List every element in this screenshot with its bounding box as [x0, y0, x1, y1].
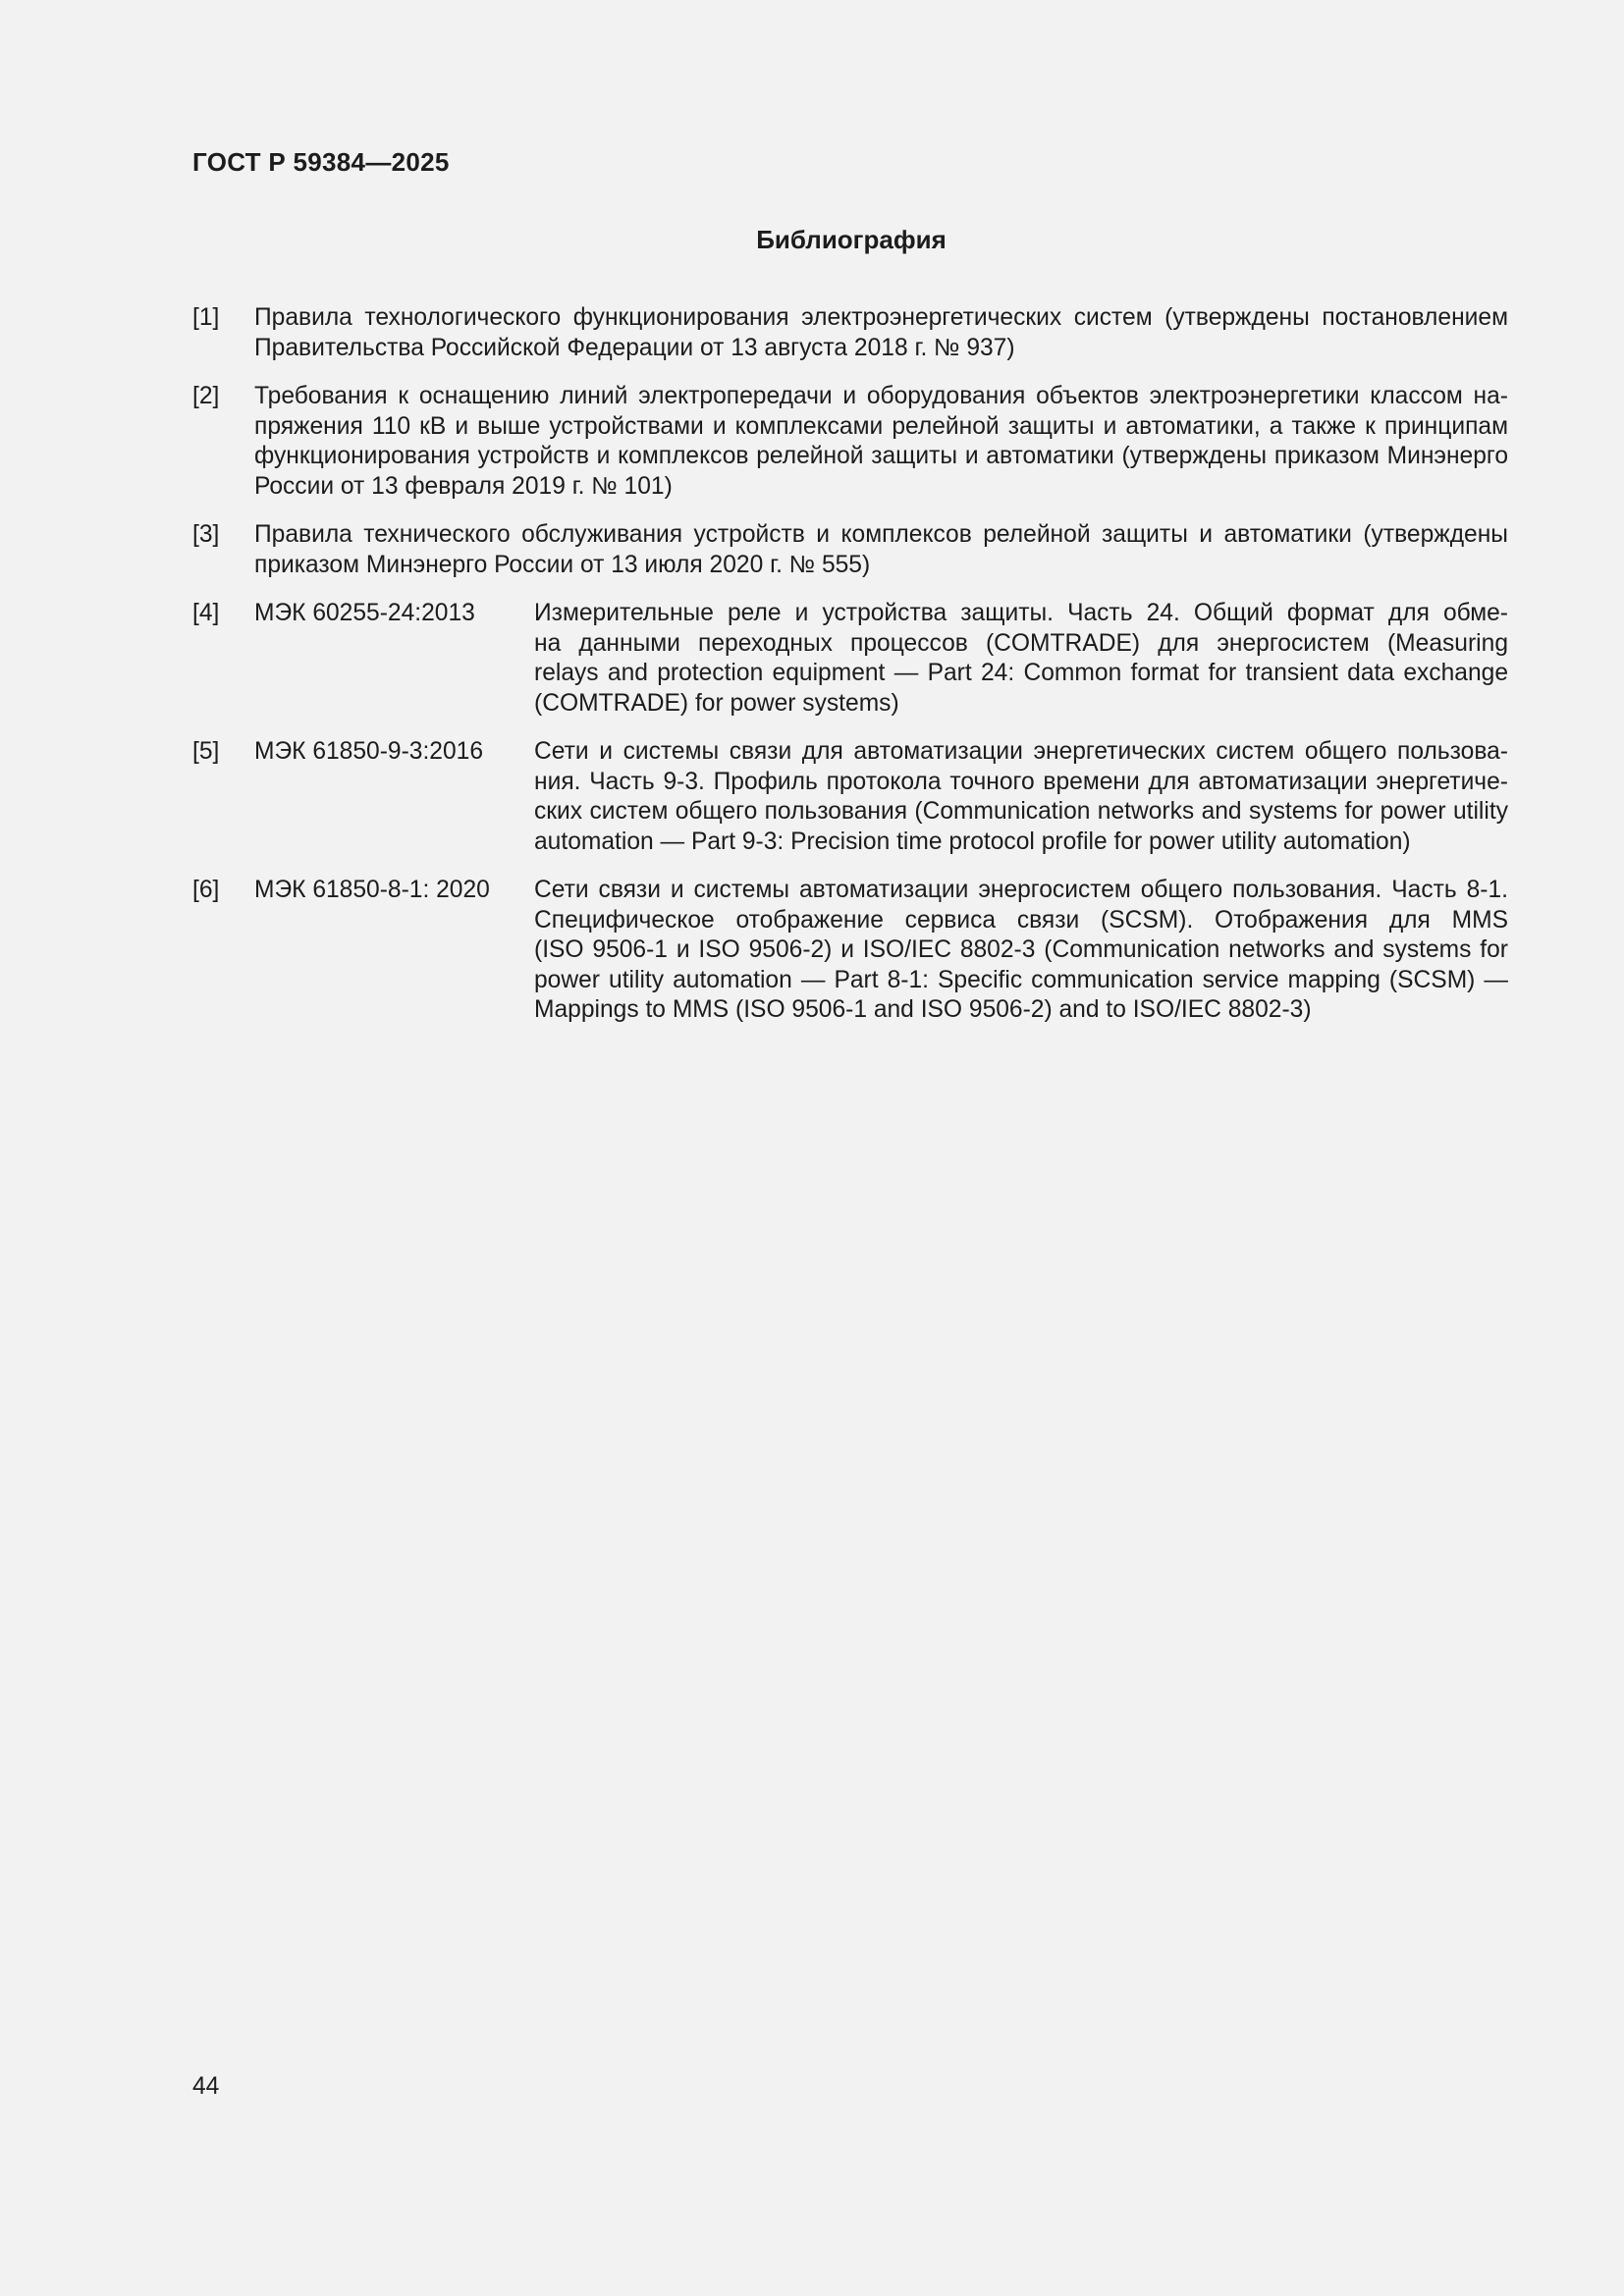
reference-text-line: пряжения 110 кВ и выше устройствами и комплексами релейной защиты и автоматики, а также к принципам	[254, 412, 1508, 440]
section-title: Библиография	[756, 225, 947, 254]
reference-text-line: ских систем общего пользования (Communication networks and systems for power utility	[534, 798, 1508, 825]
reference-text-line: (ISO 9506-1 и ISO 9506-2) и ISO/IEC 8802-3 (Communication networks and systems for	[534, 936, 1508, 963]
reference-item	[192, 737, 1508, 857]
reference-text-line: (COMTRADE) for power systems)	[534, 689, 899, 717]
reference-text-line: функционирования устройств и комплексов релейной защиты и автоматики (утверждены приказом Минэнерго	[254, 443, 1508, 469]
reference-text-line: ния. Часть 9-3. Профиль протокола точного времени для автоматизации энергетиче-	[534, 768, 1508, 795]
reference-text-line: automation — Part 9-3: Precision time protocol profile for power utility automation)	[534, 828, 1411, 855]
reference-number: [2]	[192, 383, 220, 409]
reference-text	[254, 303, 1508, 363]
reference-text-line: Сети связи и системы автоматизации энергосистем общего пользования. Часть 8-1.	[534, 877, 1508, 903]
reference-text	[534, 876, 1508, 1026]
reference-number: [6]	[192, 877, 220, 903]
reference-text-line: Правила технического обслуживания устройств и комплексов релейной защиты и автоматики (утверждены	[254, 521, 1508, 548]
reference-text-line: России от 13 февраля 2019 г. № 101)	[254, 472, 673, 500]
reference-number: [4]	[192, 600, 220, 626]
reference-text-line: приказом Минэнерго России от 13 июля 2020 г. № 555)	[254, 551, 871, 578]
reference-text-line: Mappings to MMS (ISO 9506-1 and ISO 9506-2) and to ISO/IEC 8802-3)	[534, 996, 1312, 1023]
reference-text-line: Правила технологического функционирования электроэнергетических систем (утверждены постановлением	[254, 304, 1508, 331]
reference-item	[192, 599, 1508, 719]
reference-item	[192, 382, 1508, 502]
reference-text-line: Сети и системы связи для автоматизации энергетических систем общего пользова-	[534, 738, 1508, 765]
reference-item	[192, 520, 1508, 580]
reference-number: [3]	[192, 521, 220, 548]
reference-text	[534, 599, 1508, 719]
reference-item	[192, 876, 1508, 1026]
reference-text	[534, 737, 1508, 857]
reference-text-line: Требования к оснащению линий электропередачи и оборудования объектов электроэнергетики классом на-	[254, 383, 1508, 409]
reference-text-line: Измерительные реле и устройства защиты. Часть 24. Общий формат для обме-	[534, 600, 1508, 626]
reference-text-line: Правительства Российской Федерации от 13 августа 2018 г. № 937)	[254, 334, 1015, 361]
document-header: ГОСТ Р 59384—2025	[192, 147, 450, 177]
reference-standard-code: МЭК 61850-8-1: 2020	[254, 877, 490, 903]
reference-standard-code: МЭК 61850-9-3:2016	[254, 738, 483, 765]
reference-number: [5]	[192, 738, 220, 765]
bibliography-list	[192, 303, 1508, 1044]
reference-text	[254, 520, 1508, 580]
page-number: 44	[192, 2073, 220, 2100]
reference-text-line: power utility automation — Part 8-1: Specific communication service mapping (SCSM) —	[534, 966, 1508, 993]
reference-text-line: на данными переходных процессов (COMTRADE) для энергосистем (Measuring	[534, 629, 1508, 657]
reference-text-line: relays and protection equipment — Part 24: Common format for transient data exchange	[534, 660, 1508, 686]
reference-text	[254, 382, 1508, 502]
reference-text-line: Специфическое отображение сервиса связи (SCSM). Отображения для MMS	[534, 906, 1508, 934]
reference-standard-code: МЭК 60255-24:2013	[254, 600, 475, 626]
reference-number: [1]	[192, 304, 220, 331]
reference-item	[192, 303, 1508, 363]
